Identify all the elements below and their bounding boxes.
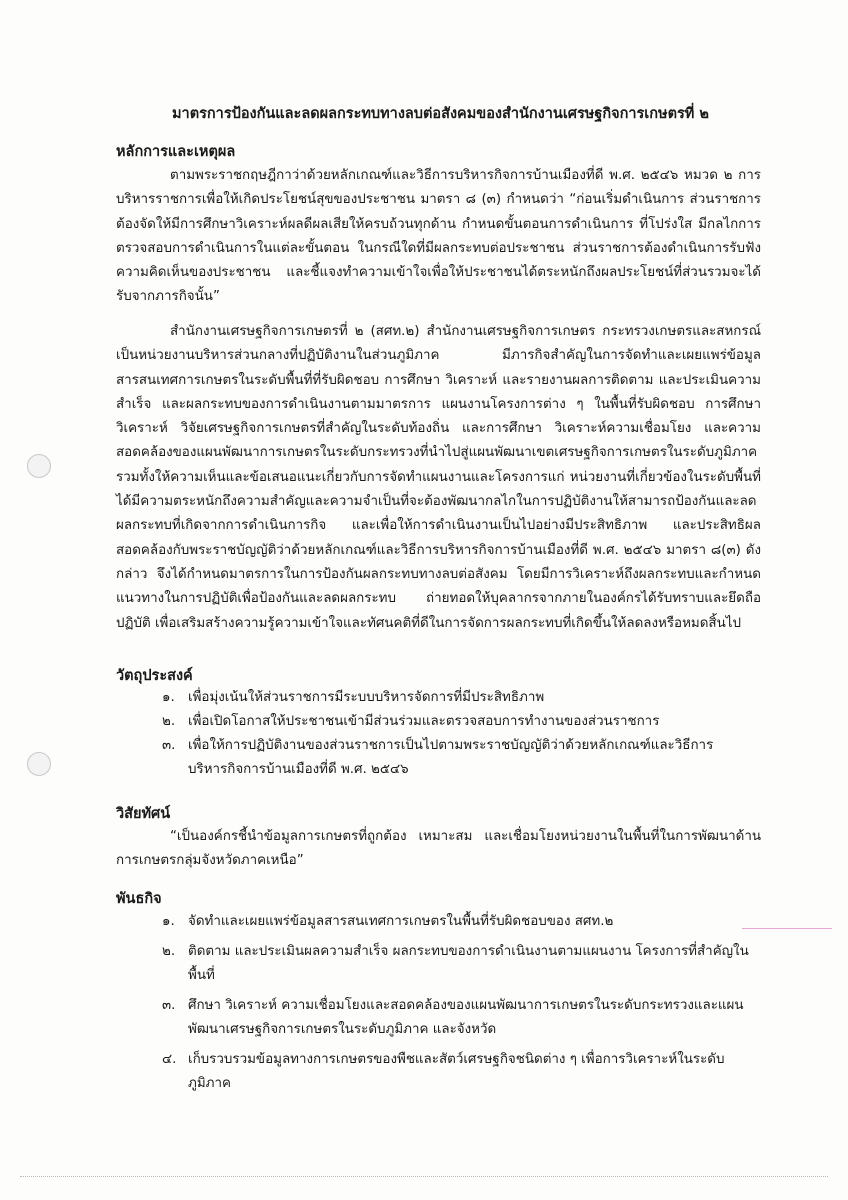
- mission-item: [150, 1048, 750, 1096]
- mission-number: ๒.: [162, 944, 176, 959]
- mission-number: ๑.: [162, 914, 175, 929]
- mission-text: เก็บรวบรวมข้อมูลทางการเกษตรของพืชและสัตว์เศรษฐกิจชนิดต่าง ๆ เพื่อการวิเคราะห์ในระดับภูมิภาค: [188, 1052, 725, 1091]
- mission-item: [150, 910, 750, 934]
- heading-vision: วิสัยทัศน์: [116, 806, 171, 822]
- objective-number: ๓.: [162, 738, 176, 753]
- principles-paragraph-1: ตามพระราชกฤษฎีกาว่าด้วยหลักเกณฑ์และวิธีการบริหารกิจการบ้านเมืองที่ดี พ.ศ. ๒๕๔๖ หมวด ๒ การบริหารราชการเพื่อให้เกิดประโยชน์สุขของประชาชน มาตรา ๘ (๓) กำหนดว่า “ก่อนเริ่มดำเนินการ ส่วนราชการต้องจัดให้มีการศึกษาวิเคราะห์ผลดีผลเสียให้ครบถ้วนทุกด้าน กำหนดขั้นตอนการดำเนินการ ที่โปร่งใส มีกลไกการตรวจสอบการดำเนินการในแต่ละขั้นตอน ในกรณีใดที่มีผลกระทบต่อประชาชน ส่วนราชการต้องดำเนินการรับฟังความคิดเห็นของประชาชน และชี้แจงทำความเข้าใจเพื่อให้ประชาชนได้ตระหนักถึงผลประโยชน์ที่ส่วนรวมจะได้รับจากภารกิจนั้น”: [116, 168, 761, 305]
- heading-objectives: วัตถุประสงค์: [116, 668, 193, 684]
- pen-mark: [742, 928, 832, 929]
- principles-paragraph-2: สำนักงานเศรษฐกิจการเกษตรที่ ๒ (สศท.๒) สำนักงานเศรษฐกิจการเกษตร กระทรวงเกษตรและสหกรณ์ เป็นหน่วยงานบริหารส่วนกลางที่ปฏิบัติงานในส่วนภูมิภาค มีภารกิจสำคัญในการจัดทำและเผยแพร่ข้อมูลสารสนเทศการเกษตรในระดับพื้นที่ที่รับผิดชอบ การศึกษา วิเคราะห์ และรายงานผลการติดตาม และประเมินความสำเร็จ และผลกระทบของการดำเนินงานตามมาตรการ แผนงานโครงการต่าง ๆ ในพื้นที่รับผิดชอบ การศึกษา วิเคราะห์ วิจัยเศรษฐกิจการเกษตรที่สำคัญในระดับท้องถิ่น และการศึกษา วิเคราะห์ความเชื่อมโยง และความสอดคล้องของแผนพัฒนาการเกษตรในระดับกระทรวงที่นำไปสู่แผนพัฒนาเขตเศรษฐกิจการเกษตรในระดับภูมิภาครวมทั้งให้ความเห็นและข้อเสนอแนะเกี่ยวกับการจัดทำแผนงานและโครงการแก่ หน่วยงานที่เกี่ยวข้องในระดับพื้นที่ ได้มีความตระหนักถึงความสำคัญและความจำเป็นที่จะต้องพัฒนากลไกในการปฏิบัติงานให้สามารถป้องกันและลดผลกระทบที่เกิดจากการดำเนินการกิจ และเพื่อให้การดำเนินงานเป็นไปอย่างมีประสิทธิภาพ และประสิทธิผลสอดคล้องกับพระราชบัญญัติว่าด้วยหลักเกณฑ์และวิธีการบริหารกิจการบ้านเมืองที่ดี พ.ศ. ๒๕๔๖ มาตรา ๘(๓) ดังกล่าว จึงได้กำหนดมาตรการในการป้องกันผลกระทบทางลบต่อสังคม โดยมีการวิเคราะห์ถึงผลกระทบและกำหนดแนวทางในการปฏิบัติเพื่อป้องกันและลดผลกระทบ ถ่ายทอดให้บุคลากรจากภายในองค์กรได้รับทราบและยึดถือปฏิบัติ เพื่อเสริมสร้างความรู้ความเข้าใจและทัศนคติที่ดีในการจัดการผลกระทบที่เกิดขึ้นให้ลดลงหรือหมดสิ้นไป: [116, 324, 761, 631]
- mission-text: ติดตาม และประเมินผลความสำเร็จ ผลกระทบของการดำเนินงานตามแผนงาน โครงการที่สำคัญในพื้นที่: [188, 944, 749, 983]
- objective-text: เพื่อให้การปฏิบัติงานของส่วนราชการเป็นไปตามพระราชบัญญัติว่าด้วยหลักเกณฑ์และวิธีการบริหารกิจการบ้านเมืองที่ดี พ.ศ. ๒๕๔๖: [188, 738, 714, 777]
- objective-number: ๑.: [162, 690, 175, 705]
- mission-text: จัดทำและเผยแพร่ข้อมูลสารสนเทศการเกษตรในพื้นที่รับผิดชอบของ สศท.๒: [188, 914, 614, 929]
- vision-text: “เป็นองค์กรชี้นำข้อมูลการเกษตรที่ถูกต้อง เหมาะสม และเชื่อมโยงหน่วยงานในพื้นที่ในการพัฒนาด้านการเกษตรกลุ่มจังหวัดภาคเหนือ”: [116, 829, 761, 869]
- objective-text: เพื่อมุ่งเน้นให้ส่วนราชการมีระบบบริหารจัดการที่มีประสิทธิภาพ: [188, 690, 545, 705]
- heading-principles: หลักการและเหตุผล: [116, 144, 236, 160]
- heading-mission: พันธกิจ: [116, 891, 162, 907]
- mission-number: ๔.: [162, 1052, 177, 1067]
- objectives-list: [150, 686, 750, 782]
- objective-item: [150, 686, 750, 710]
- document-title: มาตรการป้องกันและลดผลกระทบทางลบต่อสังคมของสำนักงานเศรษฐกิจการเกษตรที่ ๒: [172, 106, 709, 122]
- scan-edge-line: [20, 1176, 828, 1178]
- mission-item: [150, 994, 750, 1042]
- punch-hole-top: [27, 454, 51, 478]
- mission-item: [150, 940, 750, 988]
- mission-text: ศึกษา วิเคราะห์ ความเชื่อมโยงและสอดคล้องของแผนพัฒนาการเกษตรในระดับกระทรวงและแผนพัฒนาเศรษฐกิจการเกษตรในระดับภูมิภาค และจังหวัด: [188, 998, 744, 1037]
- objective-number: ๒.: [162, 714, 176, 729]
- mission-number: ๓.: [162, 998, 176, 1013]
- mission-list: [150, 910, 750, 1096]
- objective-text: เพื่อเปิดโอกาสให้ประชาชนเข้ามีส่วนร่วมและตรวจสอบการทำงานของส่วนราชการ: [188, 714, 660, 729]
- objective-item: [150, 710, 750, 734]
- objective-item: [150, 734, 750, 782]
- punch-hole-bottom: [27, 752, 51, 776]
